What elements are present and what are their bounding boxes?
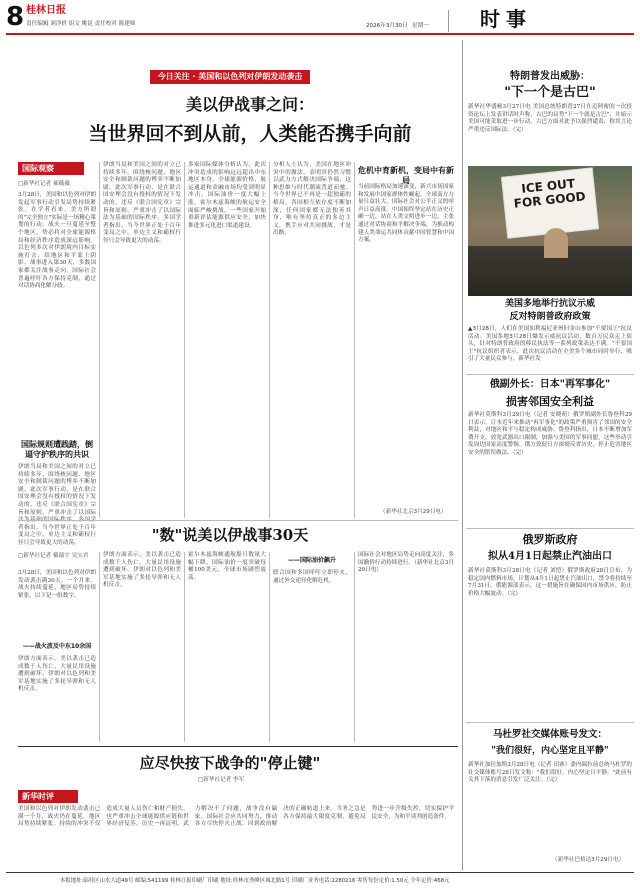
mid-col4-subhead: ——国际油价飙升 — [287, 557, 336, 564]
sidebar-protest-caption: ▲3月28日，人们在美国加利福尼亚州旧金山参加"不要国王"抗议活动。美国多地3月28日爆发示威抗议活动，数百万民众走上街头，针对特朗普政府的移民执法等一系列政策表达不满。"不要国王"抗议组织者表示，此次抗议活动在全美多个城市同时举行，吸引了大量民众参与。新华社发 — [468, 326, 632, 363]
lead-title-line1: 美以伊战事之问： — [185, 95, 314, 114]
page-number: 8 — [6, 2, 25, 32]
mid-col2-text: 伊朗方面表示，美以袭击已造成数千人伤亡，大量民用设施遭到破坏。伊朗对以色列和美军基地实施了多轮导弹和无人机反击。 — [103, 552, 181, 589]
masthead-rule — [6, 33, 634, 35]
lead-col3-text: 多家国际媒体分析认为，此次冲突造成的影响远远超出中东地区本身，全球能源价格、航运通道和金融市场均受到明显冲击。国际油价一度大幅上涨，霍尔木兹海峡的航运安全面临严峻挑战。一些国家开始重新评估能源供应安全，加快推进多元化进口渠道建设。 — [188, 162, 266, 229]
bottom-story-byline: □新华社记者 李军 — [198, 777, 245, 783]
mid-col-divider-1 — [99, 552, 100, 742]
paper-name: 桂林日报 — [26, 5, 66, 16]
sidebar-govt-title-line2: 拟从4月1日起禁止汽油出口 — [488, 551, 612, 562]
mid-col-divider-4 — [354, 552, 355, 742]
mid-col5-text: 国际社会对地区局势走向高度关注，多国撤侨行动持续进行。（新华社北京3月29日电） — [358, 552, 454, 574]
mid-story-top-rule — [18, 520, 458, 521]
lead-col2-text: 伊朗当局和美国之间的对立已持续多年，围绕核问题、地区安全和制裁问题的博弈不断加剧。此次军事行动，是在联合国安理会没有授权的情况下发动的，违反《联合国宪章》宗旨和原则，严重冲击了以国际法为基础的国际秩序。多国学者指出，当今世界正处于百年变局之中，单边主义和霸权行径只会导致更大的动荡。 — [103, 162, 181, 244]
edition-date: 2026年3月30日 — [366, 23, 408, 29]
mid-col1-text: 3月28日，美国和以色列对伊朗发动袭击满30天。一个月来，战火持续蔓延，地区局势持续紧张。以下是一组数字。 — [18, 570, 96, 599]
lead-dateline: （新华社北京3月29日电） — [380, 509, 447, 515]
sidebar-maduro-text: 新华社加拉加斯3月28日电（记者 田睿）委内瑞拉前总统马杜罗的社交媒体账号28日发文称："我们很好，内心坚定且平静。"此前有关其下落的消息引发广泛关注。（完） — [468, 762, 632, 784]
lead-byline: □新华社记者 郝薇薇 — [18, 181, 70, 187]
mid-story-byline: □新华社记者 戴瑞宇 吴宝君 — [18, 553, 89, 559]
sidebar-russia-title-line1: 俄副外长：日本"再军事化" — [489, 379, 611, 390]
lead-col5-subhead: 危机中育新机，变局中有新局 — [358, 166, 454, 185]
bottom-story-text: 美国和以色列对伊朗发动袭击已满一个月，战火仍在蔓延，地区局势持续紧张。持续的冲突不仅造成大量人员伤亡和财产损失，也严重冲击全球能源供应链和世界经济复苏。历史一再证明，武力解决不了问题，战争没有赢家。国际社会应共同努力，推动各方尽快停火止战，回到政治解决的正确轨道上来。当务之急是各方保持最大限度克制，避免局势进一步升级失控，切实保护平民安全，为和平谈判创造条件。 — [18, 806, 454, 828]
lead-title-line2: 当世界回不到从前，人类能否携手向前 — [88, 123, 412, 145]
sidebar-rule-2 — [466, 528, 634, 529]
sidebar-maduro-dateline: （新华社巴格达3月29日电） — [552, 857, 625, 863]
sidebar-protest-title-line2: 反对特朗普政府政策 — [509, 312, 591, 322]
sidebar-govt-title-line1: 俄罗斯政府 — [522, 533, 578, 546]
protest-sign-text: ICE OUT FOR GOOD — [513, 176, 587, 211]
sidebar-govt-text: 新华社莫斯科3月28日电（记者 刘恺）俄罗斯政府28日宣布，为稳定国内燃料市场，计划从4月1日起禁止汽油出口，禁令将持续至7月31日。俄能源部表示，这一措施旨在确保国内市场供应，防止价格大幅波动。（完） — [468, 568, 632, 597]
mid-col4-text: 联合国和多国呼吁立即停火，通过外交途径化解危机。 — [273, 570, 351, 584]
protest-person — [544, 228, 568, 258]
sidebar-protest-title-line1: 美国多地举行抗议示威 — [504, 299, 595, 309]
sidebar-rule-1 — [466, 374, 634, 375]
sidebar-maduro-title-line2: "我们很好，内心坚定且平静" — [491, 746, 609, 756]
mid-col3-text: 霍尔木兹海峡通航船只数量大幅下降，国际油价一度突破每桶100美元，全球市场剧烈震荡。 — [188, 552, 266, 581]
main-sidebar-divider — [462, 40, 463, 870]
bottom-story-top-rule — [18, 746, 458, 747]
lead-col5-text: 当前国际格局加速演变，新兴市场国家和发展中国家群体性崛起，全球南方力量日益壮大，国际社会对公平正义的呼声日益高涨。中国始终坚定站在历史正确一边，站在人类文明进步一边，主张通过对话协商和平解决争端，为推动构建人类命运共同体贡献中国智慧和中国方案。 — [358, 184, 454, 244]
footer-rule — [6, 872, 634, 873]
bottom-story-title: 应尽快按下战争的"停止键" — [139, 754, 321, 772]
footer-imprint: 本报地址:临桂区山水大道49号 邮编:541199 桂林日报印刷厂印刷 地址:桂林市秀峰区城北路1号 印刷厂业务电话:2280216 零售每份定价:1.50元 全年定价:468元 — [60, 878, 450, 884]
section-name: 时事 — [480, 7, 532, 31]
lead-col-divider-1 — [99, 162, 100, 518]
mid-col-divider-3 — [269, 552, 270, 742]
sidebar-top-title-line2: "下一个是古巴" — [504, 85, 596, 100]
sidebar-rule-3 — [466, 722, 634, 723]
lead-col1-subhead: 国际规则遭践踏，倒逼守护秩序的共识 — [21, 440, 93, 459]
lead-col-divider-3 — [269, 162, 270, 518]
lead-col4-text: 分析人士认为，美国在地区冲突中的做法，表明其仍然习惯以武力方式解决国际争端，这种思维与时代潮流背道而驰。当今世界已不再是一超独霸的格局，各国相互依存度不断加深，任何国家都无法独善其身，唯有坚持真正的多边主义，携手应对共同挑战，才是出路。 — [273, 162, 351, 237]
sidebar-top-title-line1: 特朗普发出威胁： — [510, 71, 590, 82]
protest-sign — [501, 167, 599, 238]
column-tag-commentary: 新华时评 — [18, 790, 78, 803]
column-tag-observation: 国际观察 — [18, 162, 84, 175]
sidebar-russia-text: 新华社莫斯科3月29日电（记者 安晓萌）俄罗斯副外长鲁登科29日表示，日本近年来推动"再军事化"的政策严重损害了邻国的安全利益，对地区和平与稳定构成威胁。鲁登科指出，日本不断增加军费开支，放宽武器出口限制，加强与美国的军事同盟，这些举动引发周边国家高度警惕。俄方敦促日方深刻反省历史，停止危害地区安全的错误做法。（完） — [468, 412, 632, 456]
lead-col1-text-b: 伊朗当局和美国之间的对立已持续多年，围绕核问题、地区安全和制裁问题的博弈不断加剧。此次军事行动，是在联合国安理会没有授权的情况下发动的，违反《联合国宪章》宗旨和原则，严重冲击了以国际 者指出，当今世界正处于百年变局之中，单边主义和霸权行径只会导致更大的动荡。 — [18, 464, 96, 546]
mid-col1-subhead: ——战火波及中东10余国 — [22, 643, 92, 650]
mid-story-title: "数"说美以伊战事30天 — [151, 526, 309, 544]
staff-line: 责任编辑 刘净价 组文 姚昆 责任校对 陈建师 — [26, 21, 136, 27]
mid-col-divider-2 — [184, 552, 185, 742]
mid-col1-text-b: 伊朗方面表示，美以袭击已造成数千人伤亡，大量民用设施遭到破坏。伊朗对以色列和美军基地实施了多轮导弹和无人机反击。 — [18, 656, 96, 693]
lead-col-divider-2 — [184, 162, 185, 518]
sidebar-top-text: 新华社华盛顿3月27日电 美国总统特朗普27日在迈阿密的一次投资论坛上发表讲话时声称，古巴的局势"下一个就是古巴"，并暗示美国可能采取进一步行动。古巴方面对此予以强烈谴责，称其言论严重违反国际法。（完） — [468, 104, 632, 133]
protest-photo — [468, 166, 632, 296]
lead-col1-text: 3月28日，美国和以色列对伊朗发起军事行动引发局势持续紧张。在学者看来，美方所谓的"完全独立"实际是一场精心策划的行动，战火一旦蔓延至整个地区，势必将对全球能源格局和经济秩序造成深远影响。以色列多次对伊朗境内目标实施打击，给地区和平蒙上阴影。战事进入第30天，多数国家都关注战事走向，国际社会普遍呼吁各方保持克制，通过对话协商化解分歧。 — [18, 192, 96, 290]
sidebar-maduro-title-line1: 马杜罗社交媒体账号发文： — [492, 729, 607, 740]
lead-col-divider-4 — [354, 162, 355, 518]
sidebar-russia-title-line2: 损害邻国安全利益 — [506, 395, 594, 408]
edition-weekday: 星期一 — [412, 23, 429, 29]
lead-kicker: 今日关注 · 美国和以色列对伊朗发动袭击 — [150, 70, 310, 84]
section-divider — [448, 10, 449, 32]
